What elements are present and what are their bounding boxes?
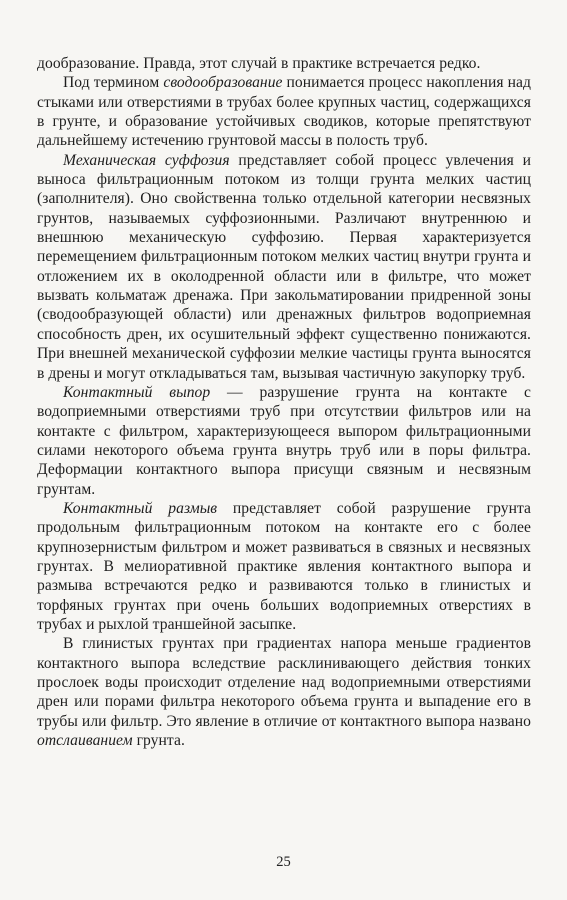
term-contact-erosion: Контактный размыв — [63, 499, 218, 517]
paragraph-text: представляет собой разрушение грунта продольным фильтрационным потоком на контакте его с более крупнозернистым фильтром и может развиваться в связных и несвязных грунтах. В мелиоративной практике явления контактного выпора и размыва встречаются редко и развиваются только в глинистых и торфяных грунтах при очень больших водоприемных отверстиях в трубах и рыхлой траншейной засыпке. — [37, 499, 531, 633]
paragraph-text: Под термином — [63, 74, 164, 92]
term-mechanical-suffosion: Механическая суффозия — [63, 151, 230, 169]
paragraph-text: представляет собой процесс увлечения и выноса фильтрационным потоком из толщи грунта мелких частиц (заполнителя). Оно свойственна только отдельной категории несвязных грунтов, называемых суффозионными. Различают внутреннюю и внешнюю механическую суффозию. Первая характеризуется перемещением фильтрационным потоком мелких частиц внутри грунта и отложением их в околодренной области или в фильтре, что может вызвать кольматаж дренажа. При закольматировании придренной зоны (сводообразующей области) или дренажных фильтров водоприемная способность дрен, их осушительный эффект существенно понижаются. При внешней механической суффозии мелкие частицы грунта выносятся в дрены и могут откладываться там, вызывая частичную закупорку труб. — [37, 151, 531, 382]
paragraph-mechanical-suffosion — [37, 151, 531, 383]
paragraph-text: грунта. — [132, 732, 185, 750]
paragraph-contact-erosion — [37, 499, 531, 634]
term-exfoliation: отслаиванием — [37, 732, 133, 750]
paragraph-arching — [37, 73, 531, 150]
paragraph-continuation — [37, 54, 531, 73]
page-number: 25 — [276, 854, 291, 870]
paragraph-text: В глинистых грунтах при градиентах напора меньше градиентов контактного выпора вследствие расклинивающего действия тонких прослоек воды происходит отделение над водоприемными отверстиями дрен или порами фильтра некоторого объема грунта и выпадение его в трубы или фильтр. Это явление в отличие от контактного выпора названо — [37, 635, 531, 730]
paragraph-text: — разрушение грунта на контакте с водоприемными отверстиями труб при отсутствии фильтров или на контакте с фильтром, характеризующееся выпором фильтрационными силами некоторого объема грунта внутрь труб или в поры фильтра. Деформации контактного выпора присущи связным и несвязным грунтам. — [37, 383, 531, 498]
page-body — [37, 54, 531, 750]
term-arching: сводообразование — [163, 74, 283, 92]
term-contact-heave: Контактный выпор — [63, 383, 211, 401]
paragraph-clay-soils — [37, 634, 531, 750]
paragraph-text: дообразование. Правда, этот случай в практике встречается редко. — [37, 55, 481, 72]
paragraph-text: понимается процесс накопления над стыками или отверстиями в трубах более крупных частиц, содержащихся в грунте, и образование устойчивых сводиков, которые препятствуют дальнейшему истечению грунтовой массы в полость труб. — [37, 74, 531, 150]
paragraph-contact-heave — [37, 383, 531, 499]
